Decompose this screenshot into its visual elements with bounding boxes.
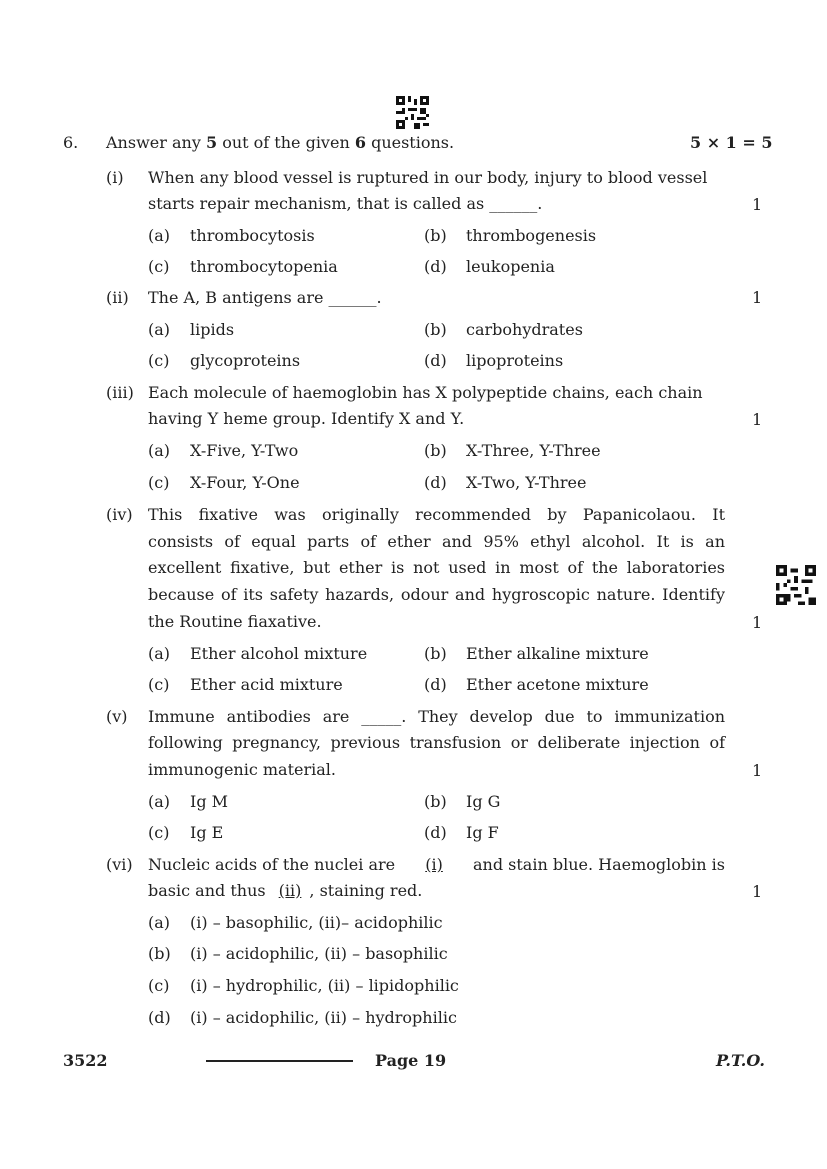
text-segment: and stain blue. Haemoglobin is [472,855,725,874]
option-text: Ig F [466,823,499,842]
footer-divider [206,1060,353,1062]
item-marks: 1 [752,761,763,780]
item-text-line: starts repair mechanism, that is called as ______. [148,194,543,213]
item-number: (iii) [106,383,134,402]
option-text: X-Two, Y-Three [466,473,587,492]
item-text-line: having Y heme group. Identify X and Y. [148,409,465,428]
option-key: (d) [424,675,447,694]
option-text: carbohydrates [466,320,583,339]
instruction-count: 5 [205,133,218,152]
item-text-line: The A, B antigens are ______. [148,288,382,307]
item-text-line [148,881,422,901]
item-text-line: because of its safety hazards, odour and hygroscopic nature. Identify [148,585,725,604]
item-text-line: immunogenic material. [148,760,336,779]
option-key: (a) [148,441,171,460]
item-text-line: Each molecule of haemoglobin has X polypeptide chains, each chain [148,383,703,402]
item-text-line: consists of equal parts of ether and 95% ethyl alcohol. It is an [148,532,725,551]
option-key: (c) [148,823,170,842]
item-marks: 1 [752,613,763,632]
blank-i: (i) [425,855,443,874]
item-number: (vi) [106,855,133,874]
option-key: (a) [148,792,171,811]
option-text: X-Four, Y-One [190,473,300,492]
item-marks: 1 [752,195,763,214]
item-marks: 1 [752,410,763,429]
instruction-total: 6 [354,133,366,152]
option-text: (i) – hydrophilic, (ii) – lipidophilic [190,976,459,995]
option-key: (b) [424,644,447,663]
option-key: (d) [424,351,447,370]
option-key: (a) [148,913,171,932]
item-text-line [148,855,725,875]
qr-code-top [396,96,429,129]
paper-code: 3522 [63,1051,108,1070]
item-text-line: This fixative was originally recommended by Papanicolaou. It [148,505,725,524]
question-instruction [106,133,454,153]
option-key: (c) [148,473,170,492]
option-text: thrombocytosis [190,226,315,245]
item-number: (i) [106,168,124,187]
qr-code-side [776,565,816,605]
option-text: Ig G [466,792,501,811]
option-key: (a) [148,320,171,339]
option-key: (c) [148,675,170,694]
option-key: (d) [424,473,447,492]
option-key: (d) [424,823,447,842]
instruction-text-middle: out of the given [222,133,350,152]
text-segment: Nucleic acids of the nuclei are [148,855,396,874]
option-text: Ig E [190,823,224,842]
option-key: (b) [424,792,447,811]
option-text: Ig M [190,792,229,811]
option-key: (b) [148,944,171,963]
text-segment: basic and thus [148,881,266,900]
option-text: Ether alkaline mixture [466,644,649,663]
option-text: (i) – basophilic, (ii)– acidophilic [190,913,443,932]
option-text: X-Five, Y-Two [190,441,299,460]
option-key: (d) [424,257,447,276]
option-text: glycoproteins [190,351,301,370]
item-marks: 1 [752,882,763,901]
option-key: (c) [148,351,170,370]
option-key: (d) [148,1008,171,1027]
blank-ii: (ii) [278,881,302,900]
text-segment: , staining red. [309,881,423,900]
option-text: Ether alcohol mixture [190,644,368,663]
item-text-line: When any blood vessel is ruptured in our body, injury to blood vessel [148,168,708,187]
option-key: (a) [148,226,171,245]
option-text: (i) – acidophilic, (ii) – basophilic [190,944,448,963]
option-text: Ether acetone mixture [466,675,649,694]
option-key: (b) [424,226,447,245]
item-number: (ii) [106,288,129,307]
item-text-line: the Routine fiaxative. [148,612,322,631]
option-text: Ether acid mixture [190,675,343,694]
option-text: lipoproteins [466,351,564,370]
item-text-line: Immune antibodies are _____. They develop due to immunization [148,707,725,726]
item-number: (v) [106,707,128,726]
option-key: (c) [148,257,170,276]
instruction-text-after: questions. [371,133,455,152]
page-number: Page 19 [375,1051,447,1070]
option-text: thrombocytopenia [190,257,338,276]
option-text: thrombogenesis [466,226,597,245]
question-number: 6. [63,133,79,152]
option-text: (i) – acidophilic, (ii) – hydrophilic [190,1008,457,1027]
option-text: X-Three, Y-Three [466,441,601,460]
option-key: (b) [424,320,447,339]
item-text-line: excellent fixative, but ether is not used in most of the laboratories [148,558,725,577]
item-marks: 1 [752,288,763,307]
pto-label: P.T.O. [716,1051,765,1070]
option-key: (a) [148,644,171,663]
item-text-line: following pregnancy, previous transfusion or deliberate injection of [148,733,725,752]
option-key: (b) [424,441,447,460]
instruction-text-before: Answer any [106,133,201,152]
question-marks: 5 × 1 = 5 [690,133,773,152]
item-number: (iv) [106,505,133,524]
option-key: (c) [148,976,170,995]
option-text: lipids [190,320,235,339]
option-text: leukopenia [466,257,555,276]
